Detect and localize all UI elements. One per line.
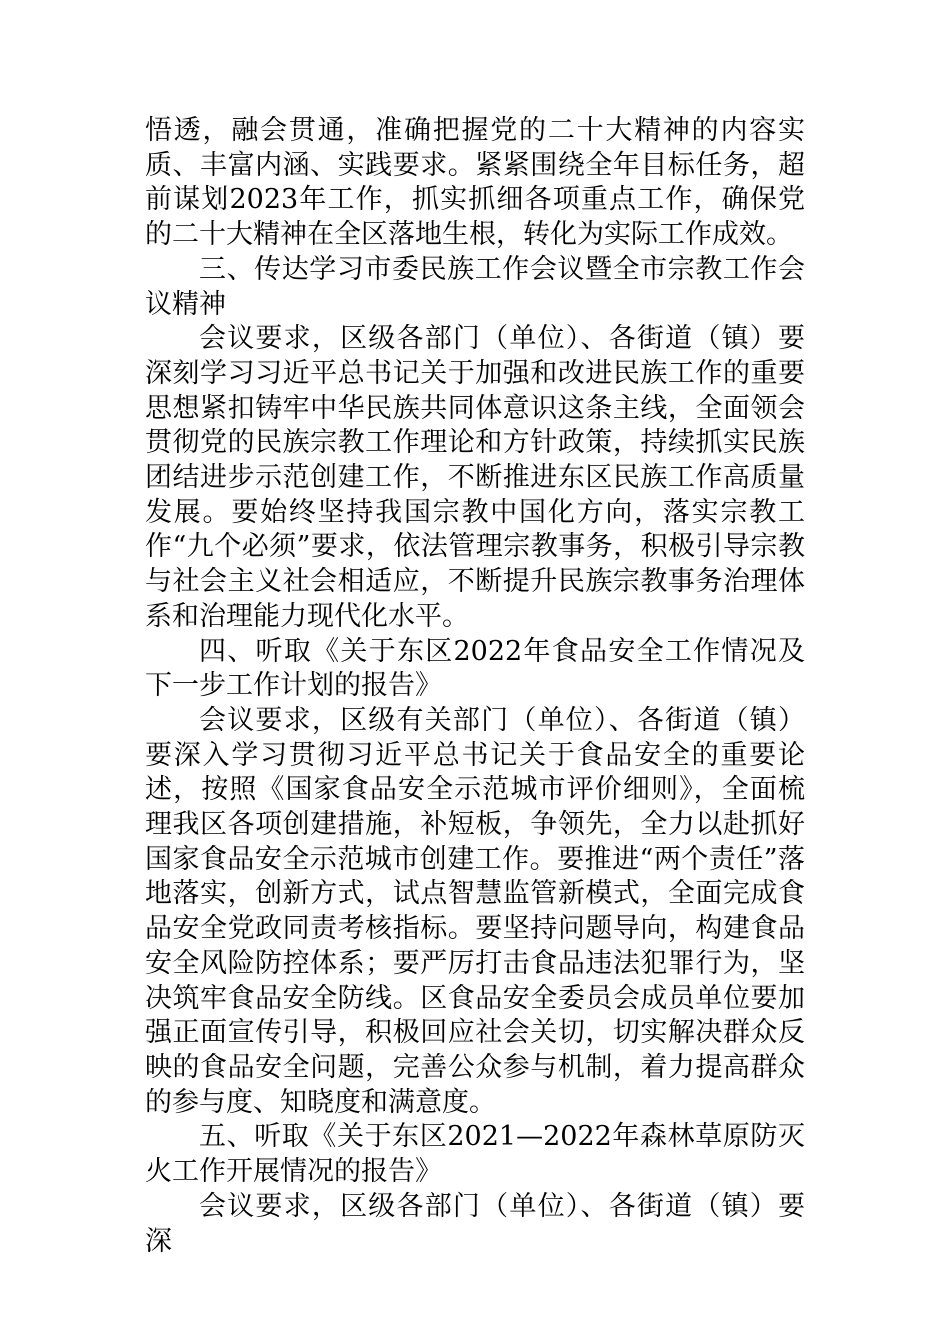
paragraph-section-3: 会议要求，区级各部门（单位）、各街道（镇）要深刻学习习近平总书记关于加强和改进民族工作的重要思想紧扣铸牢中华民族共同体意识这条主线，全面领会贯彻党的民族宗教工作理论和方针政策，持续抓实民族团结进步示范创建工作，不断推进东区民族工作高质量发展。要始终坚持我国宗教中国化方向，落实宗教工作“九个必须”要求，依法管理宗教事务，积极引导宗教与社会主义社会相适应，不断提升民族宗教事务治理体系和治理能力现代化水平。 xyxy=(145,323,805,632)
paragraph-continuation: 悟透，融会贯通，准确把握党的二十大精神的内容实质、丰富内涵、实践要求。紧紧围绕全年目标任务，超前谋划2023年工作，抓实抓细各项重点工作，确保党的二十大精神在全区落地生根，转化为实际工作成效。 xyxy=(145,115,805,251)
paragraph-section-4: 会议要求，区级有关部门（单位）、各街道（镇）要深入学习贯彻习近平总书记关于食品安全的重要论述，按照《国家食品安全示范城市评价细则》，全面梳理我区各项创建措施，补短板，争领先，全力以赴抓好国家食品安全示范城市创建工作。要推进“两个责任”落地落实，创新方式，试点智慧监管新模式，全面完成食品安全党政同责考核指标。要坚持问题导向，构建食品安全风险防控体系；要严厉打击食品违法犯罪行为，坚决筑牢食品安全防线。区食品安全委员会成员单位要加强正面宣传引导，积极回应社会关切，切实解决群众反映的食品安全问题，完善公众参与机制，着力提高群众的参与度、知晓度和满意度。 xyxy=(145,704,805,1118)
section-heading-4: 四、听取《关于东区2022年食品安全工作情况及下一步工作计划的报告》 xyxy=(145,635,805,702)
section-heading-3: 三、传达学习市委民族工作会议暨全市宗教工作会议精神 xyxy=(145,253,805,320)
section-heading-5: 五、听取《关于东区2021—2022年森林草原防灭火工作开展情况的报告》 xyxy=(145,1121,805,1188)
paragraph-section-5: 会议要求，区级各部门（单位）、各街道（镇）要深 xyxy=(145,1190,805,1257)
document-body xyxy=(145,114,805,1259)
